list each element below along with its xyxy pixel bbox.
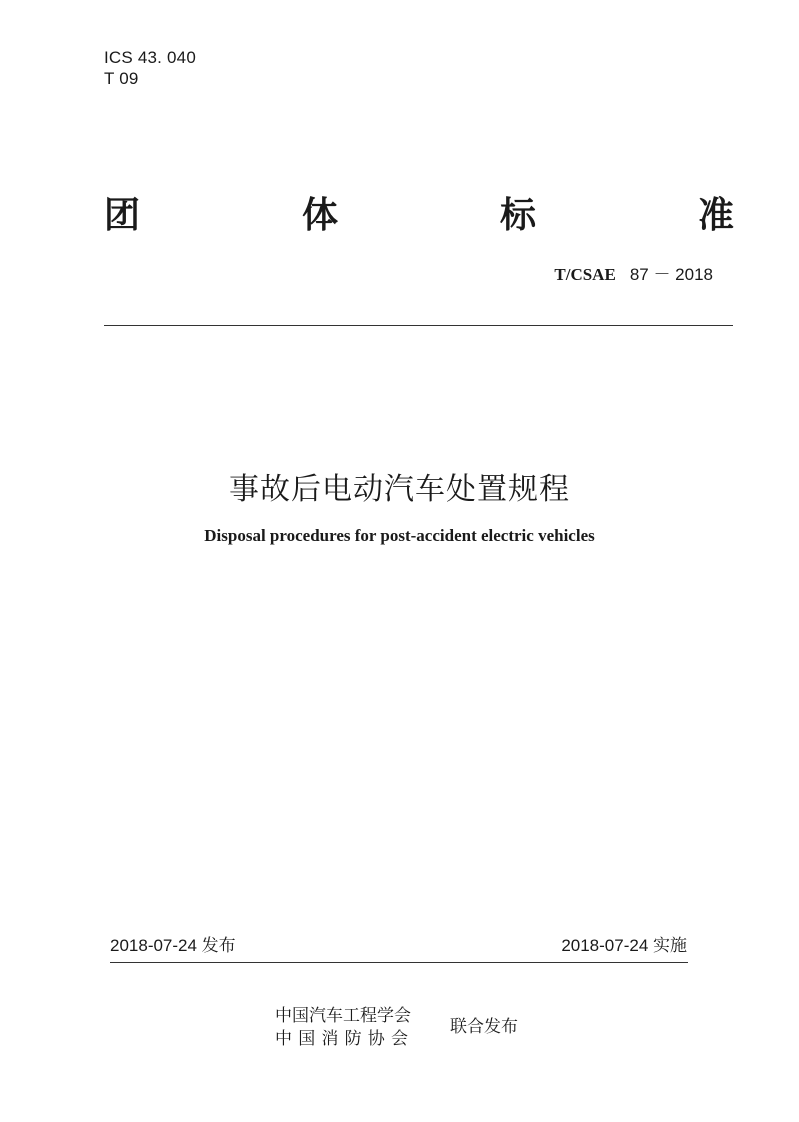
standard-number-value: 87 － 2018 (629, 265, 713, 284)
issuing-organizations (275, 1005, 425, 1051)
standard-number-prefix: T/CSAE (554, 265, 616, 284)
issuer-org-2: 中国消防协会 (275, 1029, 415, 1049)
joint-issue-label: 联合发布 (450, 1017, 518, 1037)
standard-type-heading (104, 192, 734, 238)
standard-number (554, 264, 713, 286)
ics-code: ICS 43. 040 (104, 48, 196, 67)
document-title-chinese: 事故后电动汽车处置规程 (229, 472, 570, 507)
standard-type-char: 团 (104, 194, 141, 236)
header-divider (104, 325, 733, 326)
classification-codes (104, 47, 196, 89)
issue-date: 2018-07-24 发布 (110, 936, 236, 955)
issuer-org-1: 中国汽车工程学会 (275, 1006, 411, 1026)
standard-type-char: 准 (697, 194, 734, 236)
effective-date: 2018-07-24 实施 (561, 936, 687, 955)
document-title-english: Disposal procedures for post-accident electric vehicles (204, 526, 595, 545)
standard-type-char: 体 (301, 194, 338, 236)
footer-divider (110, 962, 688, 963)
ccs-code: T 09 (104, 69, 139, 88)
standard-type-char: 标 (499, 194, 536, 236)
